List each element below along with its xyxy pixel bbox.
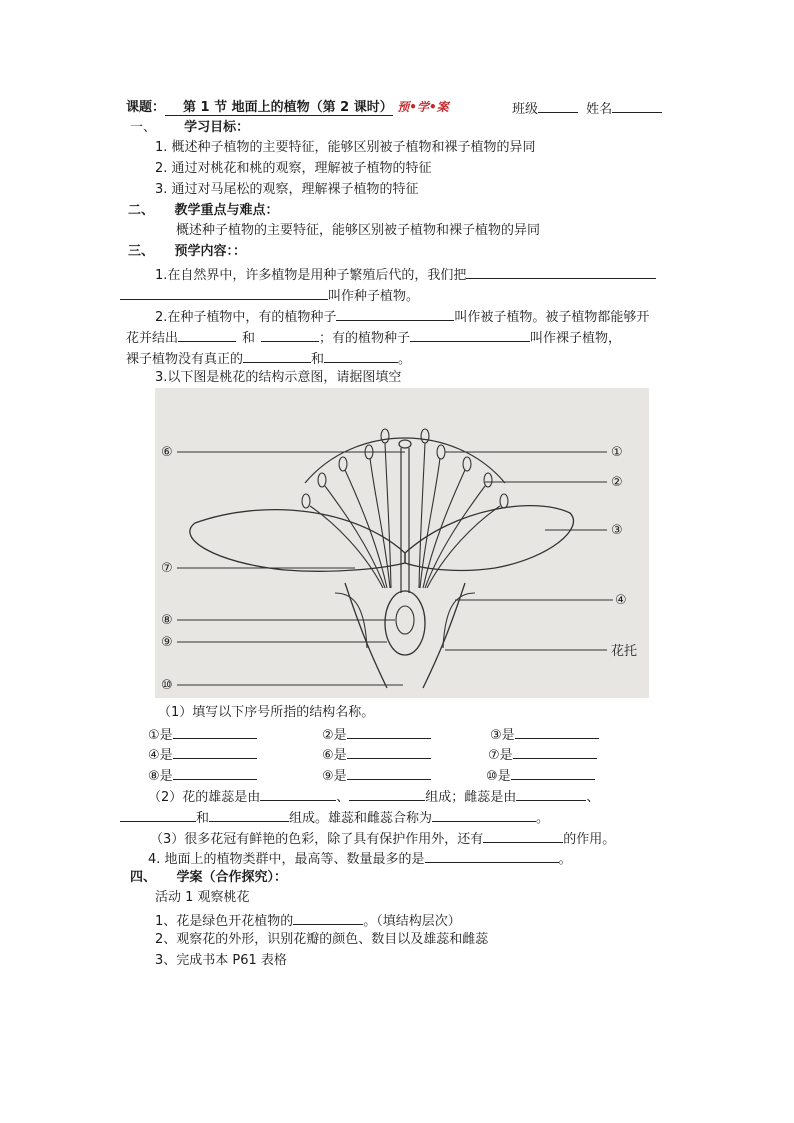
activity-item: [155, 910, 461, 931]
question-2-cont2: [126, 348, 411, 369]
answer-blank[interactable]: [410, 327, 530, 342]
fill-label: ④是: [148, 748, 173, 763]
answer-blank[interactable]: [347, 724, 431, 739]
lesson-title: 第 1 节 地面上的植物（第 2 课时）: [165, 100, 393, 116]
answer-blank[interactable]: [261, 327, 319, 342]
section4-title: 学案（合作探究）：: [176, 870, 288, 885]
label-7: ⑦: [161, 561, 173, 576]
answer-blank[interactable]: [120, 285, 328, 300]
answer-blank[interactable]: [173, 744, 257, 759]
peach-flower-svg: [155, 388, 649, 698]
answer-blank[interactable]: [511, 765, 595, 780]
section3-heading: [128, 243, 246, 261]
answer-blank[interactable]: [347, 765, 431, 780]
subject-label: 课题：: [126, 100, 166, 115]
preview-stamp: 预•学•案: [397, 100, 449, 114]
goal-item: 1. 概述种子植物的主要特征，能够区别被子植物和裸子植物的异同: [155, 140, 536, 155]
answer-blank[interactable]: [513, 744, 597, 759]
answer-blank[interactable]: [432, 807, 536, 822]
answer-blank[interactable]: [209, 807, 289, 822]
question-2-text: 叫作被子植物。被子植物都能够开: [454, 310, 650, 325]
question-2-line: [155, 306, 649, 327]
question-text: 组成；雌蕊是由: [425, 790, 517, 805]
fill-label: ②是: [322, 728, 347, 743]
receptacle: [345, 583, 465, 688]
question-stamen: [148, 786, 599, 807]
ovule: [396, 606, 414, 634]
ovary: [385, 591, 425, 655]
section2-heading: [128, 202, 279, 220]
section2-number: 二、: [128, 203, 155, 218]
petal-top: [305, 438, 505, 483]
fill-label: ⑩是: [486, 769, 511, 784]
fill-label: ⑧是: [148, 769, 173, 784]
answer-blank[interactable]: [243, 348, 311, 363]
question-text: （2）花的雄蕊是由: [148, 790, 261, 805]
fill-label: ⑥是: [322, 748, 347, 763]
question-text: （3）很多花冠有鲜艳的色彩，除了具有保护作用外，还有: [150, 832, 484, 847]
fill-row: [148, 744, 257, 765]
answer-blank[interactable]: [293, 910, 363, 925]
label-9: ⑨: [161, 635, 173, 650]
answer-blank[interactable]: [425, 848, 559, 863]
fill-label: ⑦是: [488, 748, 513, 763]
answer-blank[interactable]: [120, 807, 196, 822]
question-2-text: 裸子植物没有真正的: [126, 352, 244, 367]
class-blank[interactable]: [538, 98, 578, 113]
question-2-text: 。: [398, 352, 412, 367]
activity-item: 2、观察花的外形，识别花瓣的颜色、数目以及雄蕊和雌蕊: [155, 932, 489, 947]
fill-row: [486, 765, 595, 786]
question-text: 4. 地面上的植物类群中，最高等、数量最多的是: [148, 852, 425, 867]
answer-blank[interactable]: [516, 786, 586, 801]
question-1-cont: [120, 285, 419, 306]
fill-intro: （1）填写以下序号所指的结构名称。: [158, 705, 375, 720]
label-2: ②: [611, 475, 623, 490]
activity-text: 。（填结构层次）: [363, 914, 461, 929]
section1-heading: [130, 119, 249, 137]
goal-item: 3. 通过对马尾松的观察，理解裸子植物的特征: [155, 182, 419, 197]
question-text: 和: [196, 811, 210, 826]
section4-heading: [130, 869, 287, 887]
question-2-text: 和: [311, 352, 325, 367]
question-1-tail: 叫作种子植物。: [328, 289, 420, 304]
fill-row: [488, 744, 597, 765]
question-text: 、: [336, 790, 350, 805]
section1-title: 学习目标：: [184, 120, 250, 135]
section3-title: 预学内容：：: [174, 244, 247, 259]
answer-blank[interactable]: [173, 765, 257, 780]
label-6: ⑥: [161, 445, 173, 460]
label-8: ⑧: [161, 613, 173, 628]
label-receptacle: 花托: [611, 644, 638, 659]
petal-left: [190, 510, 405, 572]
answer-blank[interactable]: [260, 786, 336, 801]
fill-row: [148, 724, 257, 745]
answer-blank[interactable]: [324, 348, 398, 363]
section3-number: 三、: [128, 244, 155, 259]
answer-blank[interactable]: [515, 724, 599, 739]
question-text: 。: [536, 811, 550, 826]
question-2-text: 花并结出: [126, 331, 179, 346]
question-3-text: 3.以下图是桃花的结构示意图，请据图填空: [155, 370, 402, 385]
question-2-text: ；有的植物种子: [319, 331, 411, 346]
style: [401, 448, 409, 593]
label-1: ①: [611, 445, 623, 460]
question-color: [150, 828, 615, 849]
activity-item: 3、完成书本 P61 表格: [155, 953, 287, 968]
section4-number: 四、: [130, 870, 157, 885]
name-blank[interactable]: [612, 98, 662, 113]
answer-blank[interactable]: [347, 744, 431, 759]
class-name-fields: [512, 98, 662, 119]
question-text: 、: [586, 790, 600, 805]
question-text: 的作用。: [563, 832, 616, 847]
fill-row: [322, 765, 431, 786]
class-label: 班级: [512, 102, 539, 117]
header-line: [126, 98, 449, 117]
activity-text: 1、花是绿色开花植物的: [155, 914, 294, 929]
question-1-line: [155, 264, 656, 285]
label-10: ⑩: [161, 678, 173, 693]
fill-row: [148, 765, 257, 786]
answer-blank[interactable]: [349, 786, 425, 801]
question-text: 组成。雄蕊和雌蕊合称为: [289, 811, 433, 826]
answer-blank[interactable]: [173, 724, 257, 739]
key-points-text: 概述种子植物的主要特征，能够区别被子植物和裸子植物的异同: [176, 223, 541, 238]
fill-label: ③是: [490, 728, 515, 743]
answer-blank[interactable]: [466, 264, 656, 279]
peach-flower-diagram: [155, 388, 649, 698]
question-2-cont: [126, 327, 621, 348]
fill-row: [322, 724, 431, 745]
stamens-left: [302, 429, 391, 588]
question-4: [148, 848, 572, 869]
label-4: ④: [615, 593, 627, 608]
answer-blank[interactable]: [336, 306, 454, 321]
question-2-text: 和: [242, 331, 256, 346]
question-2-text: 叫作裸子植物，: [530, 331, 622, 346]
activity-title: 活动 1 观察桃花: [155, 890, 250, 905]
goal-item: 2. 通过对桃花和桃的观察，理解被子植物的特征: [155, 161, 432, 176]
fill-row: [322, 744, 431, 765]
fill-row: [490, 724, 599, 745]
name-label: 姓名: [586, 102, 613, 117]
answer-blank[interactable]: [483, 828, 563, 843]
answer-blank[interactable]: [178, 327, 236, 342]
stigma: [399, 440, 411, 448]
fill-label: ⑨是: [322, 769, 347, 784]
section1-number: 一、: [130, 120, 157, 135]
fill-label: ①是: [148, 728, 173, 743]
section2-title: 教学重点与难点：: [174, 203, 279, 218]
question-1-text: 1.在自然界中，许多植物是用种子繁殖后代的，我们把: [155, 268, 467, 283]
question-text: 。: [558, 852, 572, 867]
label-3: ③: [611, 523, 623, 538]
question-stamen-cont: [120, 807, 549, 828]
question-2-text: 2.在种子植物中，有的植物种子: [155, 310, 337, 325]
stamens-right: [419, 429, 508, 588]
